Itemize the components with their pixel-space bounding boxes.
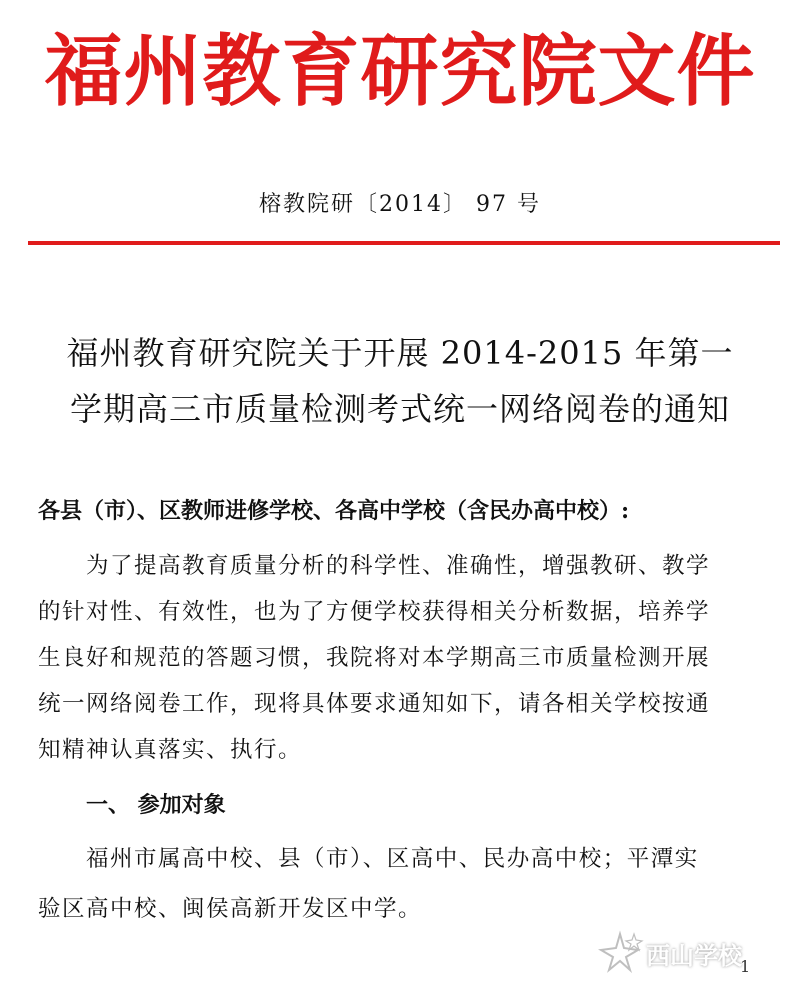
body-paragraph <box>38 543 776 773</box>
section-heading: 一、 参加对象 <box>86 792 226 818</box>
notice-title-line: 学期高三市质量检测考式统一网络阅卷的通知 <box>69 390 730 428</box>
section-line: 福州市属高中校、县（市）、区高中、民办高中校；平潭实 <box>86 846 699 872</box>
watermark-logo <box>596 930 786 974</box>
body-line: 生良好和规范的答题习惯，我院将对本学期高三市质量检测开展 <box>38 645 711 671</box>
body-line: 知精神认真落实、执行。 <box>38 737 303 763</box>
watermark-text: 西山学校 <box>646 942 742 970</box>
body-line: 为了提高教育质量分析的科学性、准确性，增强教研、教学 <box>86 553 711 579</box>
document-number: 榕教院研〔2014〕 97 号 <box>259 192 541 217</box>
notice-title-line: 福州教育研究院关于开展 2014-2015 年第一 <box>66 334 734 372</box>
sparkle-star-icon <box>596 930 644 974</box>
section-paragraph <box>38 834 776 934</box>
body-line: 的针对性、有效性，也为了方便学校获得相关分析数据，培养学 <box>38 599 711 625</box>
section-line: 验区高中校、闽侯高新开发区中学。 <box>38 896 423 922</box>
addressee-line: 各县（市）、区教师进修学校、各高中学校（含民办高中校）: <box>38 498 630 524</box>
red-divider-rule <box>28 241 780 245</box>
page-number: 1 <box>740 957 751 976</box>
document-header-title: 福州教育研究院文件 <box>44 26 756 117</box>
notice-title <box>20 325 780 437</box>
body-line: 统一网络阅卷工作，现将具体要求通知如下，请各相关学校按通 <box>38 691 711 717</box>
